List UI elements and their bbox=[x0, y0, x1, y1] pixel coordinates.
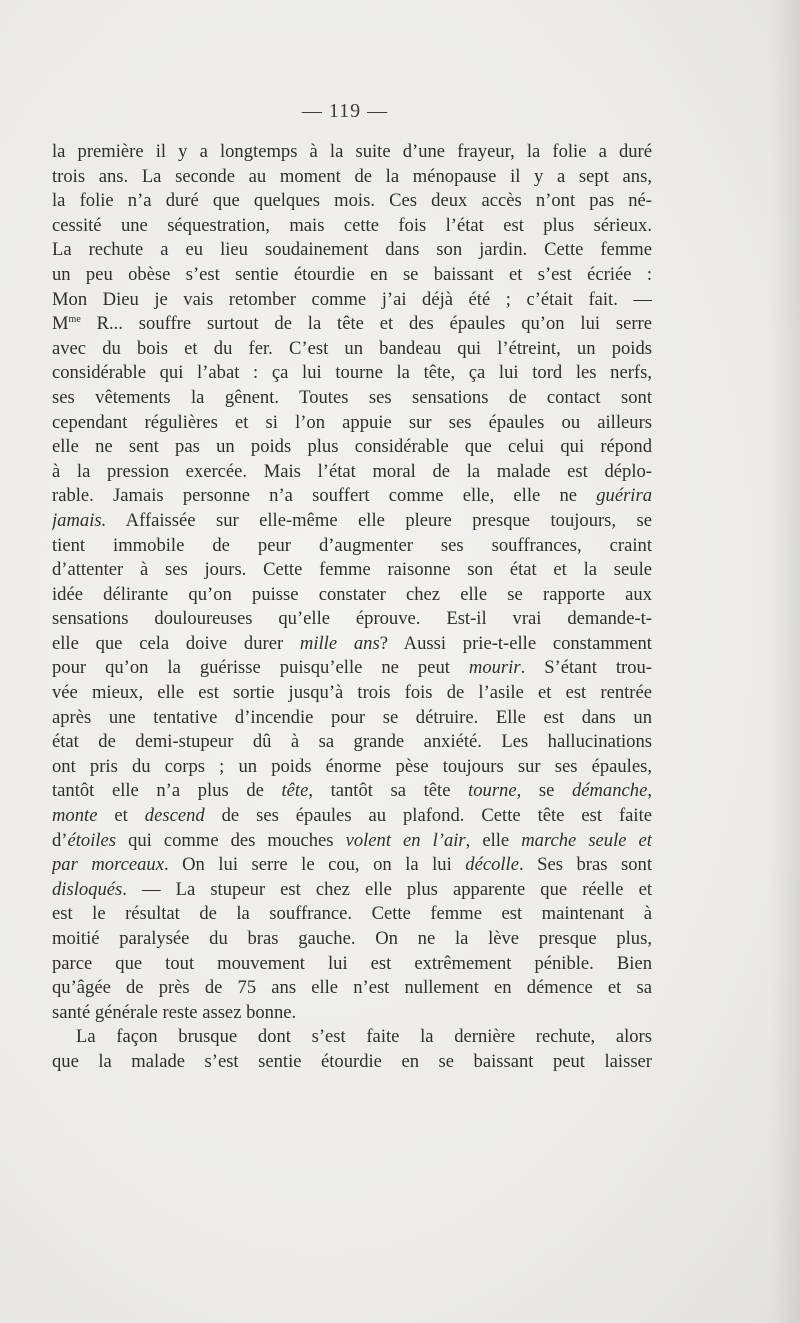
text-span: La rechute a eu lieu soudainement dans son jardin. Cette femme bbox=[52, 239, 652, 261]
text-span: pour qu’on la guérisse puisqu’elle ne peut bbox=[52, 657, 469, 679]
text-span: qui comme des mouches bbox=[116, 829, 346, 851]
italic-text: tête bbox=[281, 780, 309, 802]
text-span: rable. Jamais personne n’a souffert comme elle, elle ne bbox=[52, 485, 597, 507]
text-span: tient immobile de peur d’augmenter ses souffrances, craint bbox=[52, 534, 652, 556]
text-line bbox=[52, 1001, 652, 1026]
text-span: , se bbox=[516, 780, 572, 802]
text-span: est le résultat de la souffrance. Cette femme est maintenant à bbox=[52, 903, 652, 925]
italic-text: tourne bbox=[468, 780, 517, 802]
text-line bbox=[52, 902, 652, 927]
text-line bbox=[52, 779, 652, 804]
text-line bbox=[52, 583, 652, 608]
page-number: — 119 — bbox=[301, 100, 389, 122]
text-line bbox=[52, 558, 652, 583]
text-line bbox=[52, 878, 652, 903]
text-span: idée délirante qu’on puisse constater chez elle se rapporte aux bbox=[52, 583, 652, 605]
text-span: qu’âgée de près de 75 ans elle n’est nullement en démence et sa bbox=[52, 977, 652, 999]
text-line bbox=[52, 534, 652, 559]
text-span: , tantôt sa tête bbox=[308, 780, 469, 802]
text-span: , elle bbox=[465, 829, 522, 851]
text-span: d’attenter à ses jours. Cette femme raisonne son état et la seule bbox=[52, 559, 652, 581]
superscript-text: me bbox=[68, 314, 81, 326]
text-line bbox=[52, 853, 652, 878]
italic-text: volent en l’air bbox=[345, 829, 466, 851]
text-line bbox=[52, 976, 652, 1001]
text-line bbox=[52, 386, 652, 411]
text-span: à la pression exercée. Mais l’état moral de la malade est déplo- bbox=[52, 460, 652, 482]
text-line bbox=[52, 656, 652, 681]
italic-text: descend bbox=[144, 805, 205, 827]
italic-text: jamais. bbox=[52, 509, 107, 531]
text-span: ses vêtements la gênent. Toutes ses sensations de contact sont bbox=[52, 386, 652, 408]
text-line bbox=[52, 1025, 652, 1050]
text-span: . S’étant trou- bbox=[520, 657, 652, 679]
text-line bbox=[52, 312, 652, 337]
text-line bbox=[52, 214, 652, 239]
text-span: elle ne sent pas un poids plus considérable que celui qui répond bbox=[52, 436, 652, 458]
text-line bbox=[52, 755, 652, 780]
text-span: moitié paralysée du bras gauche. On ne la lève presque plus, bbox=[52, 928, 652, 949]
text-line bbox=[52, 681, 652, 706]
text-span: ont pris du corps ; un poids énorme pèse toujours sur ses épaules, bbox=[52, 755, 652, 777]
text-span: La façon brusque dont s’est faite la dernière rechute, alors bbox=[76, 1026, 652, 1048]
text-span: avec du bois et du fer. C’est un bandeau qui l’étreint, un poids bbox=[52, 337, 652, 359]
italic-text: démanche bbox=[571, 780, 648, 802]
text-span: que la malade s’est sentie étourdie en se baissant peut laisser bbox=[52, 1050, 652, 1072]
text-span: . — La stupeur est chez elle plus apparente que réelle et bbox=[122, 878, 652, 900]
text-span: ? Aussi prie-t-elle constamment bbox=[379, 632, 652, 654]
text-span: Affaissée sur elle-même elle pleure presque toujours, se bbox=[106, 509, 652, 531]
text-span: et bbox=[97, 805, 145, 827]
text-span: . Ses bras sont bbox=[518, 854, 652, 876]
text-line bbox=[52, 189, 652, 214]
text-line bbox=[52, 361, 652, 386]
text-line bbox=[52, 140, 652, 165]
text-span: d’ bbox=[52, 829, 68, 851]
text-line bbox=[52, 829, 652, 854]
text-line bbox=[52, 1050, 652, 1075]
text-span: la folie n’a duré que quelques mois. Ces deux accès n’ont pas né- bbox=[52, 190, 652, 212]
italic-text: mourir bbox=[468, 657, 521, 679]
italic-text: monte bbox=[52, 805, 98, 827]
italic-text: étoiles bbox=[67, 829, 117, 851]
text-line bbox=[52, 706, 652, 731]
text-line bbox=[52, 337, 652, 362]
text-span: de ses épaules au plafond. Cette tête est faite bbox=[204, 805, 652, 827]
text-span: elle que cela doive durer bbox=[52, 632, 300, 654]
text-line bbox=[52, 460, 652, 485]
text-span: , bbox=[647, 780, 652, 802]
text-span: trois ans. La seconde au moment de la ménopause il y a sept ans, bbox=[52, 165, 652, 187]
body-text bbox=[52, 140, 652, 1075]
text-line bbox=[52, 484, 652, 509]
text-line bbox=[52, 238, 652, 263]
italic-text: marche seule et bbox=[521, 829, 652, 851]
text-span: un peu obèse s’est sentie étourdie en se baissant et s’est écriée : bbox=[52, 263, 652, 285]
italic-text: décolle bbox=[465, 854, 519, 876]
text-line bbox=[52, 509, 652, 534]
text-span: santé générale reste assez bonne. bbox=[52, 1001, 297, 1023]
text-span: la première il y a longtemps à la suite d’une frayeur, la folie a duré bbox=[52, 141, 652, 162]
italic-text: guérira bbox=[596, 485, 652, 507]
text-span: état de demi-stupeur dû à sa grande anxiété. Les hallucinations bbox=[52, 731, 652, 753]
text-line bbox=[52, 411, 652, 436]
text-span: parce que tout mouvement lui est extrêmement pénible. Bien bbox=[52, 952, 652, 974]
text-span: tantôt elle n’a plus de bbox=[52, 780, 282, 802]
text-line bbox=[52, 263, 652, 288]
text-span: . On lui serre le cou, on la lui bbox=[163, 854, 466, 876]
text-span: cependant régulières et si l’on appuie sur ses épaules ou ailleurs bbox=[52, 411, 652, 433]
text-span: M bbox=[52, 313, 69, 335]
italic-text: mille ans bbox=[299, 632, 380, 654]
text-line bbox=[52, 607, 652, 632]
text-line bbox=[52, 632, 652, 657]
italic-text: disloqués bbox=[52, 878, 123, 900]
text-span: cessité une séquestration, mais cette fois l’état est plus sérieux. bbox=[52, 214, 652, 236]
text-line bbox=[52, 165, 652, 190]
text-line bbox=[52, 288, 652, 313]
text-span: Mon Dieu je vais retomber comme j’ai déjà été ; c’était fait. — bbox=[52, 288, 652, 310]
text-line bbox=[52, 730, 652, 755]
text-span: R... souffre surtout de la tête et des épaules qu’on lui serre bbox=[80, 313, 652, 335]
text-span: après une tentative d’incendie pour se détruire. Elle est dans un bbox=[52, 706, 652, 728]
text-span: considérable qui l’abat : ça lui tourne la tête, ça lui tord les nerfs, bbox=[52, 362, 652, 384]
text-line bbox=[52, 952, 652, 977]
text-line bbox=[52, 804, 652, 829]
text-span: vée mieux, elle est sortie jusqu’à trois fois de l’asile et est rentrée bbox=[52, 682, 652, 704]
text-line bbox=[52, 927, 652, 952]
page-edge-shadow bbox=[770, 0, 800, 1323]
text-line bbox=[52, 435, 652, 460]
text-span: sensations douloureuses qu’elle éprouve. Est-il vrai demande-t- bbox=[52, 608, 652, 630]
italic-text: par morceaux bbox=[52, 854, 164, 876]
